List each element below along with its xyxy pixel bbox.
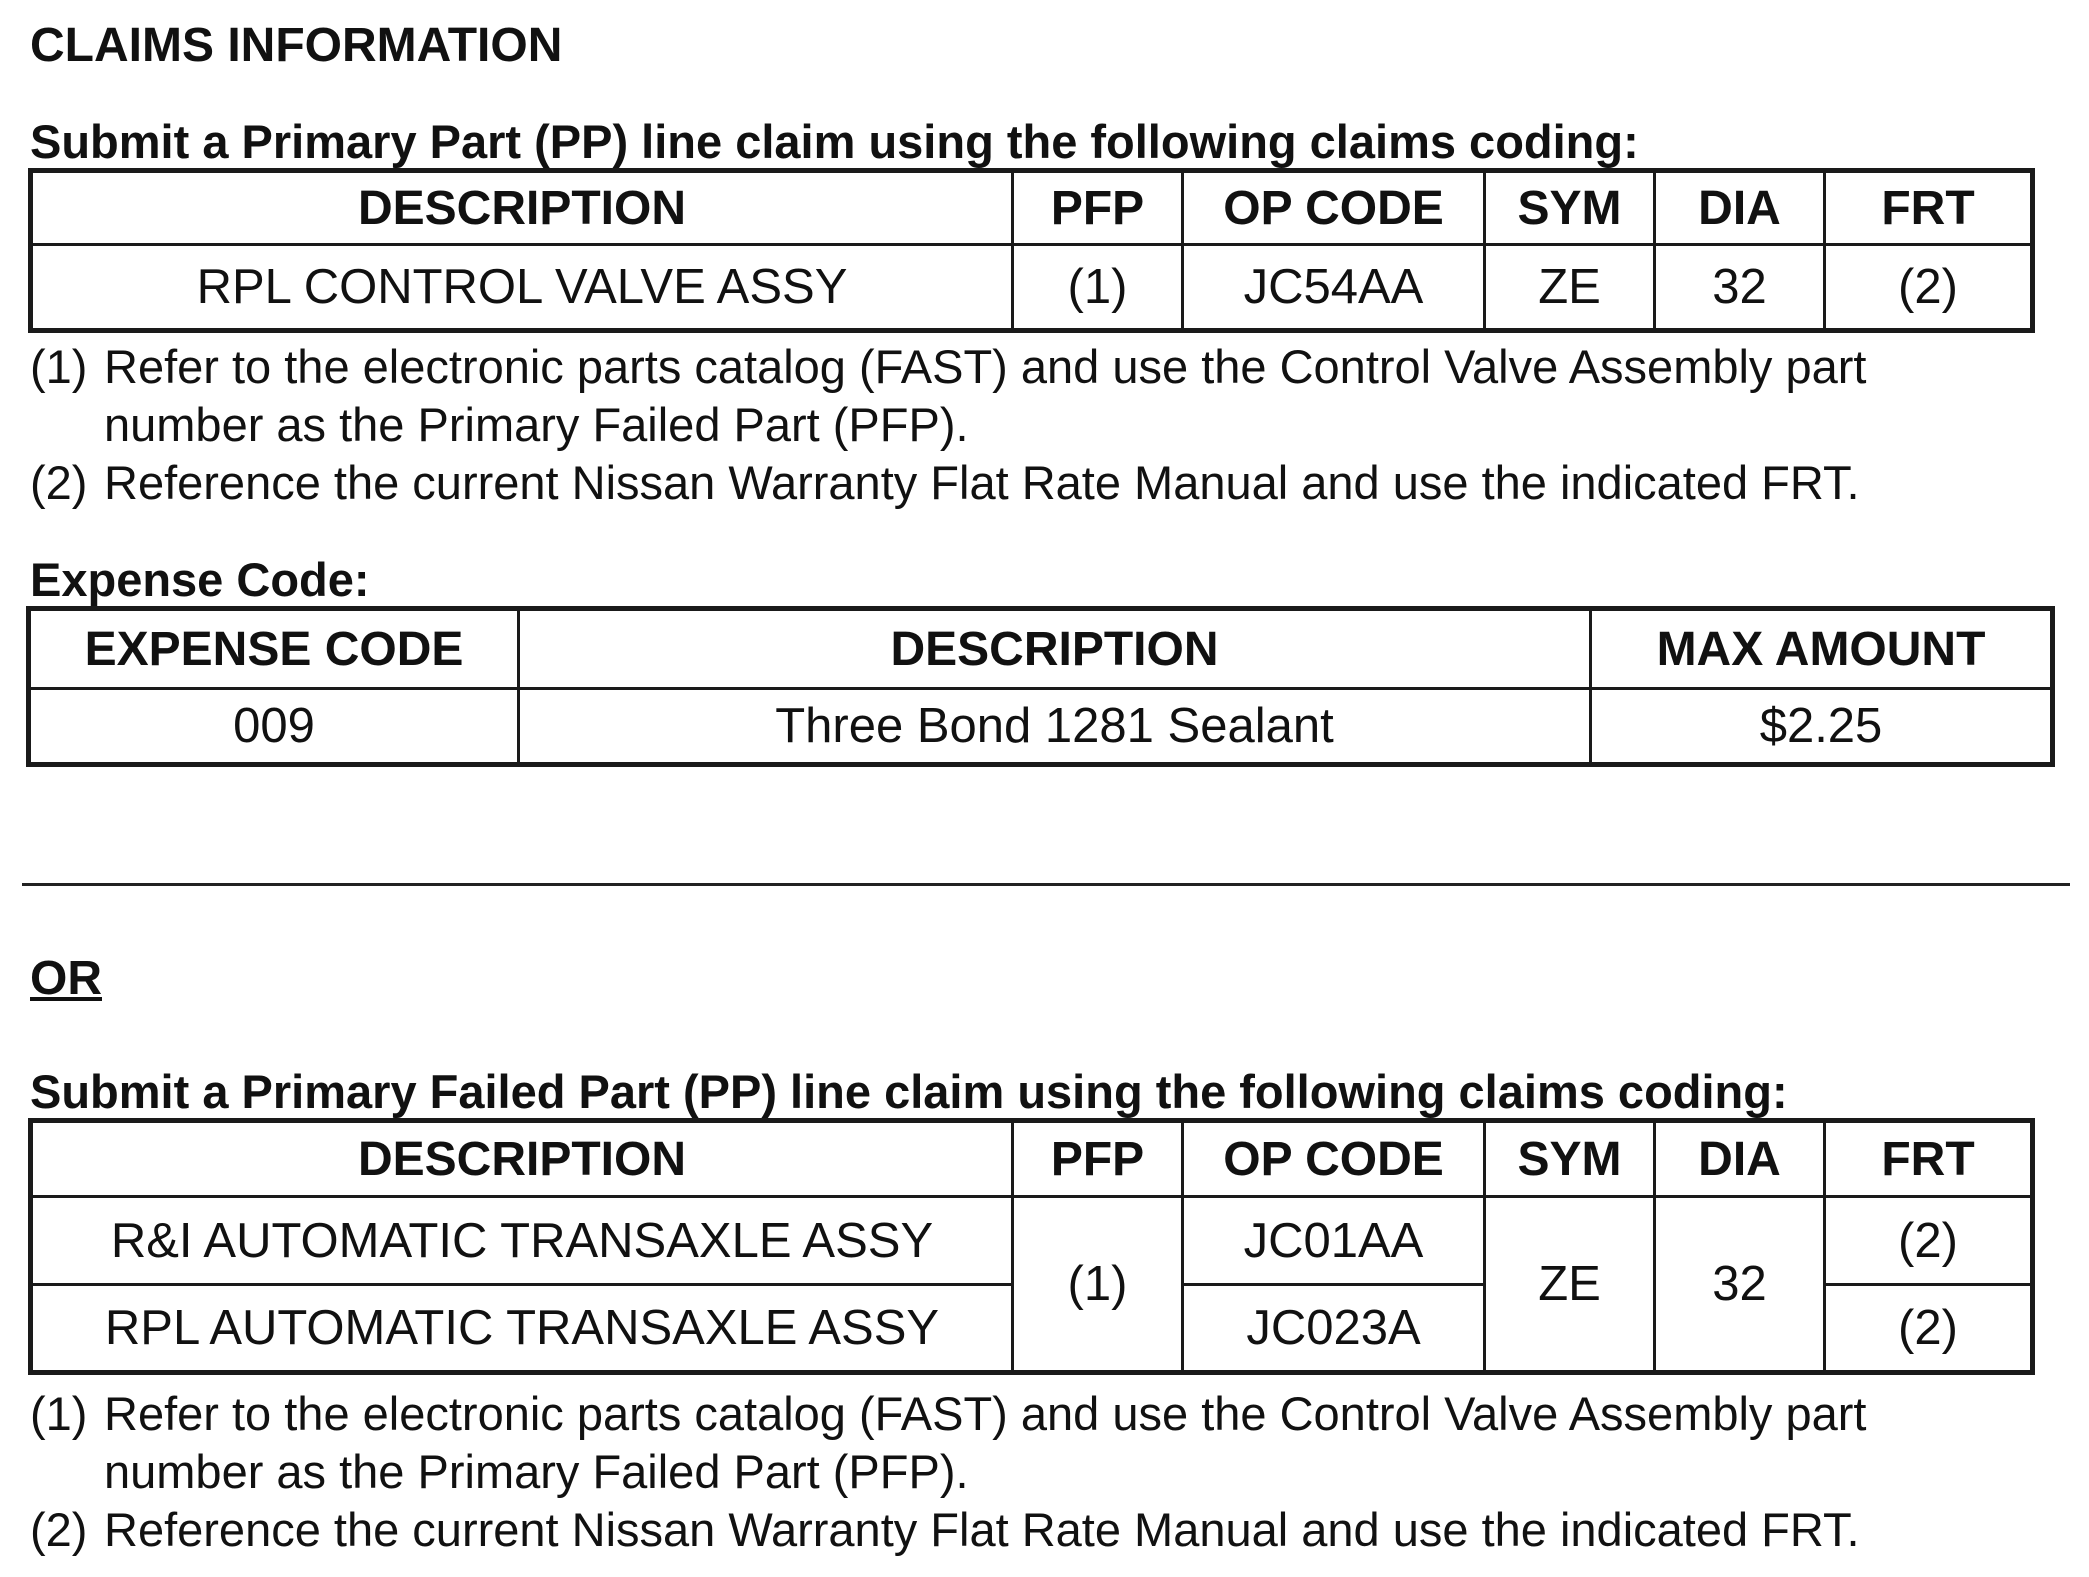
cell-description: RPL CONTROL VALVE ASSY (31, 245, 1013, 331)
column-header-sym: SYM (1485, 171, 1655, 245)
footnote-number: (1) (30, 1387, 88, 1440)
cell-description: R&I AUTOMATIC TRANSAXLE ASSY (31, 1197, 1013, 1285)
cell-frt: (2) (1825, 245, 2033, 331)
footnote-1 (30, 1385, 1866, 1501)
cell-dia: 32 (1655, 1197, 1825, 1373)
cell-description: RPL AUTOMATIC TRANSAXLE ASSY (31, 1285, 1013, 1373)
option-a-heading: Submit a Primary Part (PP) line claim using the following claims coding: (30, 115, 1639, 168)
section-divider (22, 883, 2070, 886)
cell-op-code: JC023A (1183, 1285, 1485, 1373)
expense-code-heading: Expense Code: (30, 553, 370, 606)
footnote-text: Reference the current Nissan Warranty Flat Rate Manual and use the indicated FRT. (104, 1503, 1860, 1556)
column-header-description: DESCRIPTION (31, 171, 1013, 245)
footnote-text-continued: number as the Primary Failed Part (PFP). (104, 1445, 969, 1498)
table-header-row (31, 1121, 2033, 1197)
column-header-frt: FRT (1825, 1121, 2033, 1197)
column-header-op-code: OP CODE (1183, 1121, 1485, 1197)
footnote-number: (2) (30, 1503, 88, 1556)
footnote-2 (30, 454, 1860, 512)
table-header-row (31, 171, 2033, 245)
option-b-heading: Submit a Primary Failed Part (PP) line claim using the following claims coding: (30, 1065, 1788, 1118)
option-b-claims-table (28, 1118, 2035, 1375)
cell-frt: (2) (1825, 1285, 2033, 1373)
table-row (31, 1197, 2033, 1285)
expense-code-table (26, 606, 2055, 767)
cell-pfp: (1) (1013, 245, 1183, 331)
cell-op-code: JC01AA (1183, 1197, 1485, 1285)
column-header-max-amount: MAX AMOUNT (1591, 609, 2053, 689)
footnote-text: Refer to the electronic parts catalog (FAST) and use the Control Valve Assembly part (104, 1387, 1867, 1440)
cell-dia: 32 (1655, 245, 1825, 331)
footnote-text-continued: number as the Primary Failed Part (PFP). (104, 398, 969, 451)
column-header-description: DESCRIPTION (519, 609, 1591, 689)
column-header-description: DESCRIPTION (31, 1121, 1013, 1197)
column-header-dia: DIA (1655, 1121, 1825, 1197)
column-header-frt: FRT (1825, 171, 2033, 245)
cell-frt: (2) (1825, 1197, 2033, 1285)
column-header-expense-code: EXPENSE CODE (29, 609, 519, 689)
table-header-row (29, 609, 2053, 689)
footnote-2 (30, 1501, 1860, 1559)
or-label: OR (30, 952, 102, 1005)
table-row (29, 689, 2053, 765)
column-header-dia: DIA (1655, 171, 1825, 245)
footnote-text: Reference the current Nissan Warranty Flat Rate Manual and use the indicated FRT. (104, 456, 1860, 509)
cell-op-code: JC54AA (1183, 245, 1485, 331)
page-title: CLAIMS INFORMATION (30, 19, 563, 72)
footnote-number: (1) (30, 340, 88, 393)
footnote-1 (30, 338, 1866, 454)
cell-pfp: (1) (1013, 1197, 1183, 1373)
footnote-text: Refer to the electronic parts catalog (FAST) and use the Control Valve Assembly part (104, 340, 1867, 393)
column-header-pfp: PFP (1013, 1121, 1183, 1197)
column-header-op-code: OP CODE (1183, 171, 1485, 245)
cell-max-amount: $2.25 (1591, 689, 2053, 765)
cell-sym: ZE (1485, 1197, 1655, 1373)
cell-description: Three Bond 1281 Sealant (519, 689, 1591, 765)
column-header-sym: SYM (1485, 1121, 1655, 1197)
column-header-pfp: PFP (1013, 171, 1183, 245)
footnote-number: (2) (30, 456, 88, 509)
option-a-claims-table (28, 168, 2035, 333)
cell-expense-code: 009 (29, 689, 519, 765)
table-row (31, 245, 2033, 331)
cell-sym: ZE (1485, 245, 1655, 331)
